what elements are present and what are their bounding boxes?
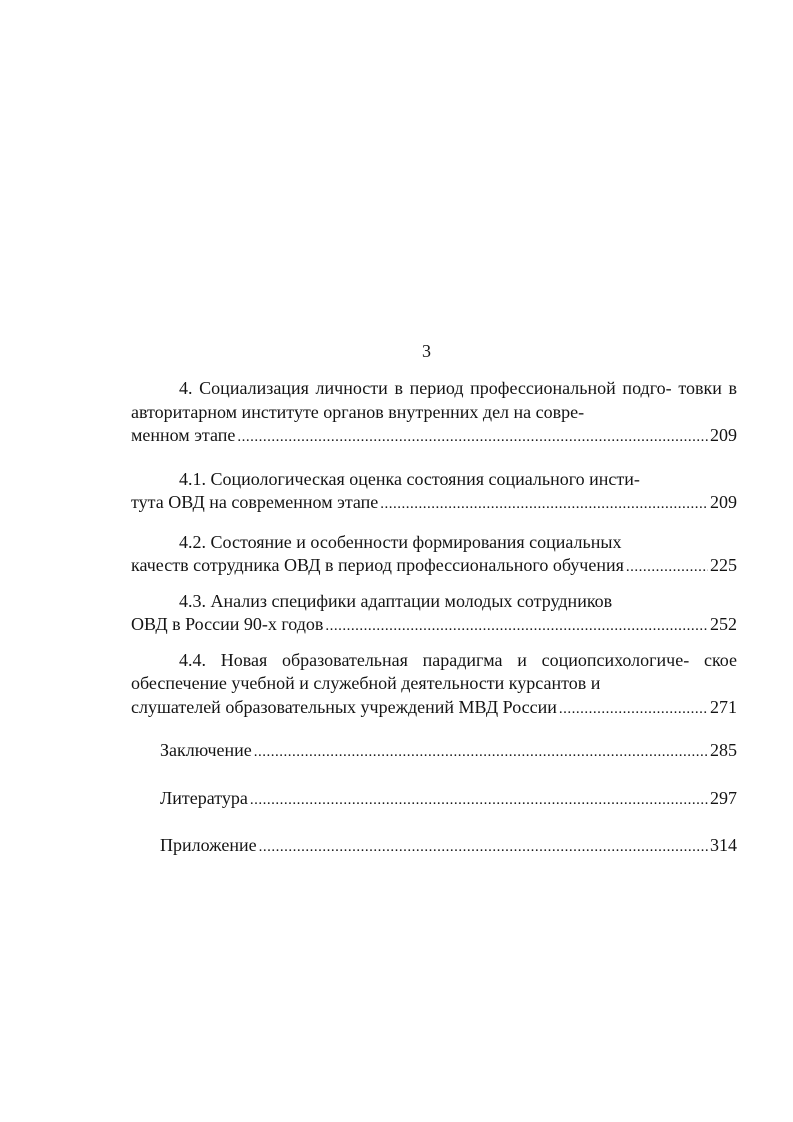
toc-page-number: 314 [710,835,737,855]
toc-page-number: 252 [710,614,737,634]
dot-leader [254,741,708,765]
toc-entry-text: 4. Социализация личности в период профессиональной подго- товки в авторитарном институте органов внутренних дел на совре- [131,378,738,422]
toc-entry-title: Приложение [160,835,257,855]
dot-leader [380,493,708,517]
toc-page-number: 285 [710,740,737,760]
toc-entry-leader-line [131,491,737,517]
toc-entry-section-4-2 [131,531,737,580]
toc-entry-conclusion [160,739,737,765]
dot-leader [626,556,708,580]
dot-leader [325,615,708,639]
toc-entry-title-end: тута ОВД на современном этапе [131,492,379,512]
toc-entry-title: Литература [160,787,248,808]
dot-leader [250,789,708,813]
dot-leader [559,698,708,722]
toc-entry-chapter-4 [131,377,737,450]
toc-entry-section-4-1 [131,468,737,517]
dot-leader [237,426,708,450]
toc-entry-appendix [160,834,737,860]
toc-page-number: 297 [710,787,737,808]
dot-leader [259,836,708,860]
toc-entry-literature [160,787,737,813]
toc-entry-title-end: ОВД в России 90-х годов [131,614,324,634]
page-number: 3 [422,341,431,361]
table-of-contents [131,377,737,882]
toc-page-number: 225 [710,555,737,575]
toc-entry-leader-line [131,696,737,722]
toc-entry-leader-line [131,554,737,580]
toc-entry-text: 4.2. Состояние и особенности формирования социальных [179,531,622,552]
toc-entry-title-end: слушателей образовательных учреждений МВД России [131,696,557,717]
toc-entry-leader-line [131,613,737,639]
toc-entry-section-4-4 [131,649,737,722]
toc-entry-title: Заключение [160,740,252,760]
toc-entry-title-end: менном этапе [131,425,236,445]
toc-page-number: 271 [710,696,737,717]
toc-entry-text: 4.1. Социологическая оценка состояния социального инсти- [179,468,640,489]
toc-page-number: 209 [710,425,737,445]
toc-entry-title-end: качеств сотрудника ОВД в период профессионального обучения [131,555,624,575]
toc-entry-leader-line [131,424,737,450]
toc-entry-text: 4.3. Анализ специфики адаптации молодых сотрудников [179,590,613,611]
toc-entry-leader-line [160,834,737,860]
toc-page-number: 209 [710,492,737,512]
toc-entry-leader-line [160,739,737,765]
toc-entry-section-4-3 [131,590,737,639]
toc-entry-text: 4.4. Новая образовательная парадигма и социопсихологиче- ское обеспечение учебной и служебной деятельности курсантов и [131,649,737,693]
toc-entry-leader-line [160,787,737,813]
